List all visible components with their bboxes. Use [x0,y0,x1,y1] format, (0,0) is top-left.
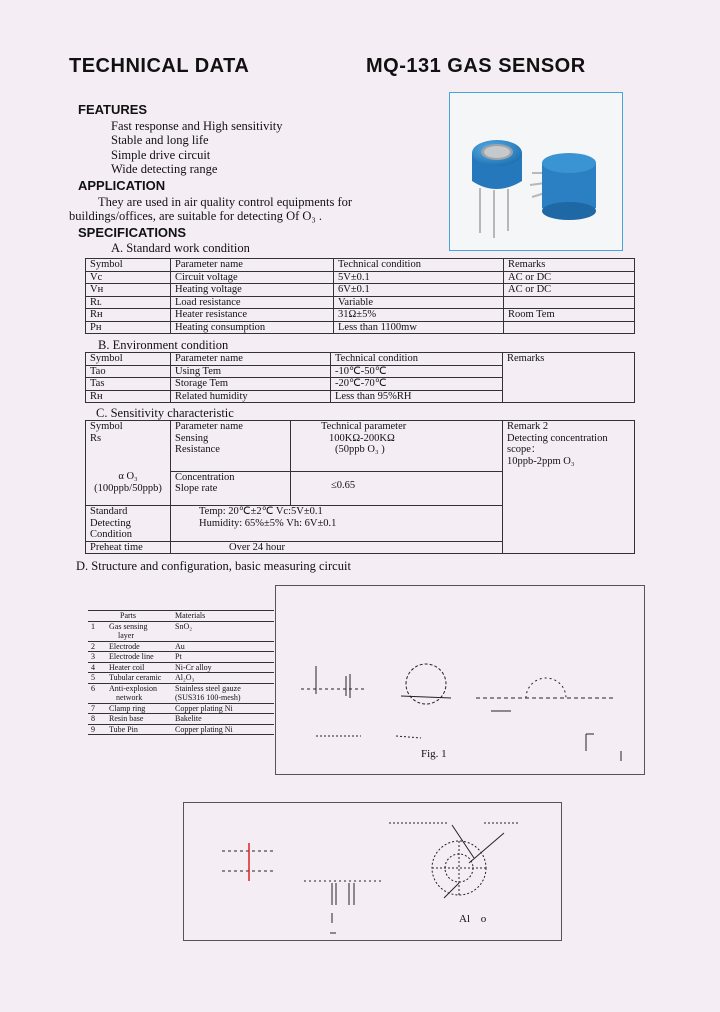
cell: 8 [88,714,106,725]
header-cell: Symbol [86,259,171,272]
cell: (SUS316 100-mesh) [172,693,274,703]
cell: Rʜ [86,309,171,322]
cell: -20℃-70℃ [331,378,503,391]
remark-header: Remark 2 [507,421,549,432]
cell: Heater coil [106,662,172,673]
table-row [86,271,635,284]
cell [171,421,291,472]
cell: Circuit voltage [171,271,334,284]
environment-table [85,352,635,403]
section-a-title: A. Standard work condition [111,241,250,255]
cell: 2 [88,641,106,652]
table-row [88,703,274,714]
alpha-param2: Slope rate [175,483,218,494]
cell: 3 [88,652,106,663]
table-row [86,506,635,542]
doc-title-right: MQ-131 GAS SENSOR [366,55,586,77]
cell [88,611,106,622]
al-suffix: o [480,913,487,925]
rs-rem1: Detecting concentration [507,432,608,444]
cell: Variable [334,296,504,309]
cell [86,506,171,542]
cell: Stainless steel gauze [175,683,241,693]
cell: Anti-explosion [109,683,157,693]
rs-param1: Sensing [175,432,209,444]
alpha-tech: ≤0.65 [331,479,356,491]
cell: AC or DC [504,271,635,284]
section-b-title: B. Environment condition [98,338,229,352]
std-l3: Condition [90,529,133,540]
application-line1: They are used in air quality control equipments for [98,195,353,209]
header-cell: Technical condition [334,259,504,272]
cell: Related humidity [171,390,331,403]
features-title: FEATURES [78,102,148,117]
figure-2-label [459,913,486,925]
header-cell: Parts [106,611,172,622]
cell: Tubular ceramic [106,673,172,684]
parts-table [88,610,274,735]
table-row [86,284,635,297]
table-row [88,652,274,663]
cell: Heating consumption [171,321,334,334]
feature-item: Stable and long life [111,133,209,147]
cell: network [106,693,172,703]
feature-item: Fast response and High sensitivity [111,119,283,133]
header-cell: Symbol [86,353,171,366]
cell [88,693,106,703]
rs-rem2: scope： [507,444,542,455]
cell: 6 [91,683,95,693]
table-header-row [86,353,635,366]
structure-diagram [276,586,644,774]
cell: Gas sensing [109,621,148,631]
table-header-row [88,611,274,622]
cell: 6V±0.1 [334,284,504,297]
header-cell: Remarks [503,353,635,403]
feature-item: Simple drive circuit [111,148,211,162]
cell [171,471,291,506]
cell: Storage Tem [171,378,331,391]
cell: Rʜ [86,390,171,403]
cell [504,321,635,334]
cell: Pt [172,652,274,663]
std-l1: Standard [90,506,128,517]
cell: Tas [86,378,171,391]
cell: Tube Pin [106,724,172,735]
cell: 7 [88,703,106,714]
cell: Heating voltage [171,284,334,297]
cell: AC or DC [504,284,635,297]
cell: Electrode [106,641,172,652]
cell [88,631,106,641]
header-cell: Remarks [504,259,635,272]
cell [86,471,171,506]
cell: Vʜ [86,284,171,297]
cell: 5 [88,673,106,684]
symbol-header: Symbol [90,421,123,432]
al-label: Al [459,913,470,925]
cell [503,421,635,506]
cell: -10℃-50℃ [331,365,503,378]
rs-tech2: (50ppb O₃ ) [335,444,385,455]
cell: SnO₂ [175,621,193,631]
table-row [88,673,274,684]
header-cell: Parameter name [171,353,331,366]
table-row [88,662,274,673]
standard-condition-table [85,258,635,334]
cell [503,506,635,554]
sensor-photo [449,92,623,251]
cell: Preheat time [86,541,171,554]
table-row [86,309,635,322]
cell: Tao [86,365,171,378]
section-d-title: D. Structure and configuration, basic measuring circuit [76,559,351,573]
cell: Load resistance [171,296,334,309]
cell: Ni-Cr alloy [172,662,274,673]
application-line2: buildings/offices, are suitable for detecting Of O₃ . [69,209,323,223]
table-row [86,296,635,309]
cell: Over 24 hour [171,541,503,554]
figure-1-box [275,585,645,775]
circuit-diagram [184,803,561,940]
cell: Bakelite [172,714,274,725]
cell: Clamp ring [106,703,172,714]
cell: Room Tem [504,309,635,322]
table-row [88,683,274,693]
cell: 9 [88,724,106,735]
cell [171,506,503,542]
table-row [88,641,274,652]
cell: Al₂O₃ [172,673,274,684]
cell: 31Ω±5% [334,309,504,322]
cell: Using Tem [171,365,331,378]
cell: Vc [86,271,171,284]
cell [86,421,171,472]
cell: Heater resistance [171,309,334,322]
specifications-title: SPECIFICATIONS [78,225,187,240]
cell: Copper plating Ni [172,724,274,735]
alpha-sym2: (100ppb/50ppb) [94,482,162,494]
table-row [88,631,274,641]
cell: layer [106,631,172,641]
cell [172,631,274,641]
std-t2: Humidity: 65%±5% Vh: 6V±0.1 [199,517,337,529]
figure-caption: Fig. 1 [421,748,447,760]
header-cell: Materials [172,611,274,622]
tech-header: Technical parameter [321,421,407,432]
rs-rem3: 10ppb-2ppm O₃ [507,455,575,467]
std-t1: Temp: 20℃±2℃ Vc:5V±0.1 [199,506,323,517]
rs-param2: Resistance [175,444,220,455]
rs-symbol: Rs [90,432,102,444]
feature-item: Wide detecting range [111,162,218,176]
table-row [86,421,635,472]
section-c-title: C. Sensitivity characteristic [96,406,234,420]
table-row [88,621,274,631]
cell: Rʟ [86,296,171,309]
header-cell: Technical condition [331,353,503,366]
cell: Pʜ [86,321,171,334]
std-l2: Detecting [90,517,131,529]
cell [291,421,503,472]
table-row [88,693,274,703]
table-row [88,724,274,735]
cell [504,296,635,309]
cell: Less than 95%RH [331,390,503,403]
rs-tech1: 100KΩ-200KΩ [329,432,395,444]
table-row [86,321,635,334]
alpha-param1: Concentration [175,471,235,483]
cell: Electrode line [106,652,172,663]
cell: 1 [91,621,95,631]
cell: Copper plating Ni [172,703,274,714]
cell [291,471,503,506]
cell: 5V±0.1 [334,271,504,284]
table-header-row [86,259,635,272]
sensitivity-table [85,420,635,554]
cell: Resin base [106,714,172,725]
doc-title-left: TECHNICAL DATA [69,55,250,77]
header-cell: Parameter name [171,259,334,272]
table-row [88,714,274,725]
alpha-sym1: α O₃ [118,471,138,482]
cell: 4 [88,662,106,673]
cell: Au [172,641,274,652]
param-header: Parameter name [175,421,243,432]
application-title: APPLICATION [78,178,166,193]
figure-2-box [183,802,562,941]
cell: Less than 1100mw [334,321,504,334]
